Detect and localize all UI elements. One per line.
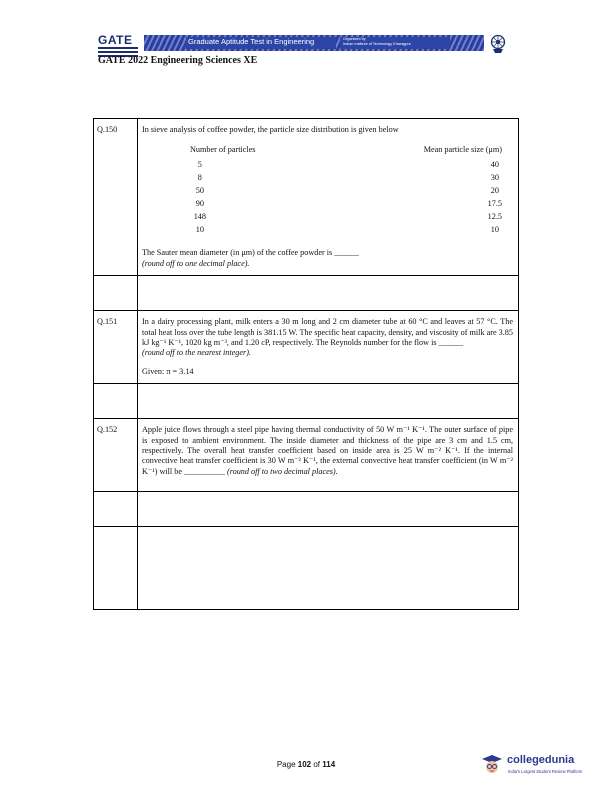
table-row bbox=[162, 184, 502, 197]
questions-table bbox=[93, 118, 519, 610]
header-banner bbox=[144, 35, 484, 51]
organizer-line-2: Indian Institute of Technology Kharagpur bbox=[343, 42, 411, 46]
iit-emblem-icon bbox=[488, 34, 508, 54]
particle-table-header bbox=[162, 143, 502, 158]
organizer-line-1: Organised by bbox=[343, 37, 366, 41]
question-stem: Apple juice flows through a steel pipe having thermal conductivity of 50 W m⁻¹ K⁻¹. The outer surface of pipe is exposed to ambient environment. The inside diameter and thickness of the pipe are 3 cm and 1.5 cm, respectively. The overall heat transfer coefficient based on inside area is 25 W m⁻² K⁻¹. If the internal convective heat transfer coefficient is 30 W m⁻² K⁻¹, the external convective heat transfer coefficient (in W m⁻² K⁻¹) will be __________ bbox=[142, 425, 513, 476]
answer-row bbox=[94, 492, 519, 527]
page-footer: Page 102 of 114 bbox=[276, 760, 336, 769]
table-row bbox=[162, 158, 502, 171]
gate-logo-text: GATE bbox=[98, 33, 133, 47]
question-number: Q.150 bbox=[94, 119, 138, 276]
particle-count: 5 bbox=[197, 160, 202, 170]
particle-count: 8 bbox=[197, 173, 202, 183]
graduate-cap-icon bbox=[480, 752, 504, 776]
question-instruction: (round off to the nearest integer). bbox=[142, 348, 251, 358]
question-row-151 bbox=[94, 311, 519, 384]
particle-size: 10 bbox=[490, 225, 499, 235]
collegedunia-logo bbox=[480, 752, 610, 782]
question-stem: In a dairy processing plant, milk enters a 30 m long and 2 cm diameter tube at 60 °C and leaves at 57 °C. The total heat loss over the tube length is 381.15 W. The specific heat capacity, density, and viscosity of milk are 3.85 kJ kg⁻¹ K⁻¹, 1020 kg m⁻³, and 1.20 cP, respectively. The Reynolds number for the flow is ______ bbox=[142, 317, 513, 348]
particle-size: 20 bbox=[490, 186, 499, 196]
table-row bbox=[162, 197, 502, 210]
particle-count: 148 bbox=[193, 212, 206, 222]
question-given: Given: π = 3.14 bbox=[142, 366, 194, 376]
question-row-150 bbox=[94, 119, 519, 276]
answer-row bbox=[94, 384, 519, 419]
header-number-of-particles: Number of particles bbox=[190, 145, 256, 155]
paper-title: GATE 2022 Engineering Sciences XE bbox=[98, 55, 258, 66]
table-row bbox=[162, 171, 502, 184]
brand-tagline: India's Largest Student Review Platform bbox=[508, 769, 583, 774]
header-mean-particle-size: Mean particle size (μm) bbox=[423, 145, 502, 155]
particle-size: 17.5 bbox=[487, 199, 502, 209]
banner-title: Graduate Aptitude Test in Engineering bbox=[188, 37, 315, 46]
page-header bbox=[0, 0, 612, 70]
particle-size: 40 bbox=[490, 160, 499, 170]
question-row-152 bbox=[94, 419, 519, 492]
question-number: Q.152 bbox=[94, 419, 138, 492]
question-body bbox=[138, 119, 519, 276]
page-total: 114 bbox=[322, 760, 336, 769]
banner-organizer bbox=[340, 37, 450, 49]
brand-name: collegedunia bbox=[507, 754, 575, 766]
particle-count: 90 bbox=[195, 199, 204, 209]
question-instruction: (round off to two decimal places). bbox=[227, 466, 338, 476]
question-intro: In sieve analysis of coffee powder, the particle size distribution is given below bbox=[142, 125, 399, 134]
table-row bbox=[162, 223, 502, 236]
question-body bbox=[138, 311, 519, 384]
particle-count: 50 bbox=[195, 186, 204, 196]
question-number: Q.151 bbox=[94, 311, 138, 384]
particle-size: 30 bbox=[490, 173, 499, 183]
question-stem: The Sauter mean diameter (in μm) of the coffee powder is ______ bbox=[142, 248, 359, 258]
question-body bbox=[138, 419, 519, 492]
particle-size: 12.5 bbox=[487, 212, 502, 222]
page-current: 102 bbox=[297, 760, 312, 769]
particle-count: 10 bbox=[195, 225, 204, 235]
question-instruction: (round off to one decimal place). bbox=[142, 258, 250, 268]
table-row bbox=[162, 210, 502, 223]
answer-row bbox=[94, 527, 519, 610]
answer-row bbox=[94, 276, 519, 311]
particle-size-table bbox=[162, 143, 502, 236]
